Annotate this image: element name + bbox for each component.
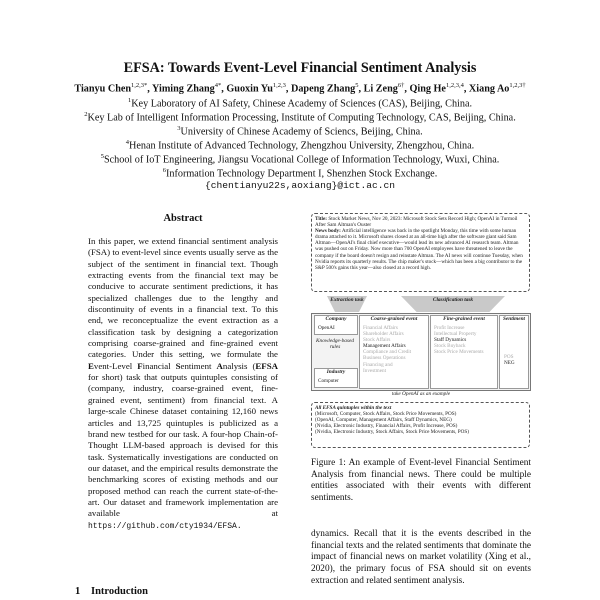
affiliation: $^6$Information Technology Department I, Shenzhen Stock Exchange. (162, 167, 438, 180)
contact-email: {chentianyu22s,aoxiang}@ict.ac.cn (205, 180, 395, 191)
affiliation: $^4$Henan Institute of Advanced Technology, Zhengzhou University, Zhengzhou, China. (125, 139, 475, 152)
abstract-heading: Abstract (163, 213, 203, 224)
extraction-task-label: Extraction task (330, 297, 364, 303)
author: Yiming Zhang (152, 83, 215, 95)
quintuples-box: All EFSA quintuples within the text (Microsoft, Computer, Stock Affairs, Stock Price Movements, POS) (OpenAI, Computer, Management Affairs, Staff Dynamics, NEG) (Nvidia, Electronic Industry, Financial Affairs, Profit Increase, POS) (Nvidia, Electronic Industry, Stock Affairs, Stock Price Movements, POS) (311, 402, 530, 448)
figure-caption: Figure 1: An example of Event-level Financial Sentiment Analysis from financial news. There could be multiple entities associated with their events with different sentiments. (311, 458, 531, 503)
body-paragraph: dynamics. Recall that it is the events described in the financial texts and the related sentiments that dominate the impact of financial news on market volatility (Xing et al., 2020), the primary focus of FSA should sit on events extraction and related sentiment analysis. (311, 529, 531, 586)
quintuple: (OpenAI, Computer, Management Affairs, Staff Dynamics, NEG) (315, 417, 452, 424)
fine-event-box: Fine-grained event Profit Increase Intellectual Property Staff Dynamics Stock Buyback Stock Price Movements (430, 315, 498, 389)
example-label: take OpenAI as an example (391, 391, 451, 397)
coarse-event-box: Coarse-grained event Financial Affairs Shareholder Affairs Stock Affairs Management Affairs Compliance and Credit Business Operations Financing and Investment (359, 315, 429, 389)
section-heading: 1 Introduction (75, 586, 148, 597)
pipeline-diagram (311, 296, 530, 398)
classification-task-label: Classification task (432, 297, 474, 303)
abstract-body: In this paper, we extend financial sentiment analysis (FSA) to event-level since events usually serve as the subject of the sentiment in financial text. Though extracting events from the financial text may be conducive to accurate sentiment predictions, it has specialized challenges due to the lengthy and discontinuity of events in a financial text. To this end, we reconceptualize the event extraction as a classification task by designing a categorization comprising coarse-grained and fine-grained event categories. Under this setting, we formulate the Event-Level Financial Sentiment Analysis (EFSA for short) task that outputs quintuples consisting of (company, industry, coarse-grained event, fine-grained event, sentiment) from financial text. A large-scale Chinese dataset containing 12,160 news articles and 13,725 quintuples is publicized as a brand new testbed for our task. A four-hop Chain-of-Thought LLM-based approach is devised for this task. Systematically investigations are conducted on our dataset, and the empirical results demonstrate the benchmarking scores of existing methods and our proposed method can reach the current state-of-the-art. Our dataset and framework implementation are available at https://github.com/cty1934/EFSA. (88, 236, 279, 531)
quintuple: (Nvidia, Electronic Industry, Financial Affairs, Profit Increase, POS) (315, 423, 458, 430)
author: Guoxin Yu (226, 83, 273, 95)
author-list: Tianyu Chen$^{1,2,3*}$, Yiming Zhang$^{4*}$, Guoxin Yu$^{1,2,3}$, Dapeng Zhang$^5$, Li Zeng$^{6\dagger}$, Qing He$^{1,2,3,4}$, Xiang $Ao^{1,2,3\dagger}$ (74, 82, 526, 95)
quintuple: (Nvidia, Electronic Industry, Stock Affairs, Stock Price Movements, POS) (315, 429, 470, 436)
author: Li Zeng (363, 83, 398, 95)
industry-box: Industry Computer (314, 368, 358, 388)
quintuple: (Microsoft, Computer, Stock Affairs, Stock Price Movements, POS) (315, 411, 457, 418)
author: Tianyu Chen (74, 83, 132, 95)
sentiment-box: Sentiment POS NEG (499, 315, 529, 389)
news-box: Title: Stock Market News, Nov 20, 2023: Microsoft Stock Sets Record High; OpenAI in Turmoil After Sam Altman's Ouster News body: Artificial intelligence was back in the spotlight Monday, this time with some human drama attached to it. Microsoft shares closed at an all-time high after the software giant said Sam Altman—OpenAI's final chief executive—would lead its new advanced AI research team. Altman was pushed out on Friday. Now more than 700 OpenAI employees have threatened to leave the company if the board doesn't resign and reinstate Altman. The AI news will continue Tuesday, when Nvidia reports its quarterly results. The chip maker's stock—which has been a big contributor to the S&P 500's gains this year—also closed at a record high. (311, 213, 530, 292)
company-box: Company OpenAI (314, 315, 358, 335)
affiliation: $^2$Key Lab of Intelligent Information Processing, Institute of Computing Technology, CAS, Beijing, China. (84, 111, 516, 124)
author: Qing He (409, 83, 446, 95)
affiliation: $^5$School of IoT Engineering, Jiangsu Vocational College of Information Technology, Wuxi, China. (100, 153, 500, 166)
affiliation: $^3$University of Chinese Academy of Sciencs, Beijing, China. (177, 125, 423, 138)
author: Xiang Ao (468, 83, 510, 95)
repo-link[interactable]: https://github.com/cty1934/EFSA. (88, 521, 242, 531)
paper-title: EFSA: Towards Event-Level Financial Sentiment Analysis (123, 60, 477, 76)
affiliation: $^1$Key Laboratory of AI Safety, Chinese Academy of Sciences (CAS), Beijing, China. (127, 97, 473, 110)
rules-label: Knowledge-based rules (316, 338, 354, 351)
author: Dapeng Zhang (290, 83, 356, 95)
